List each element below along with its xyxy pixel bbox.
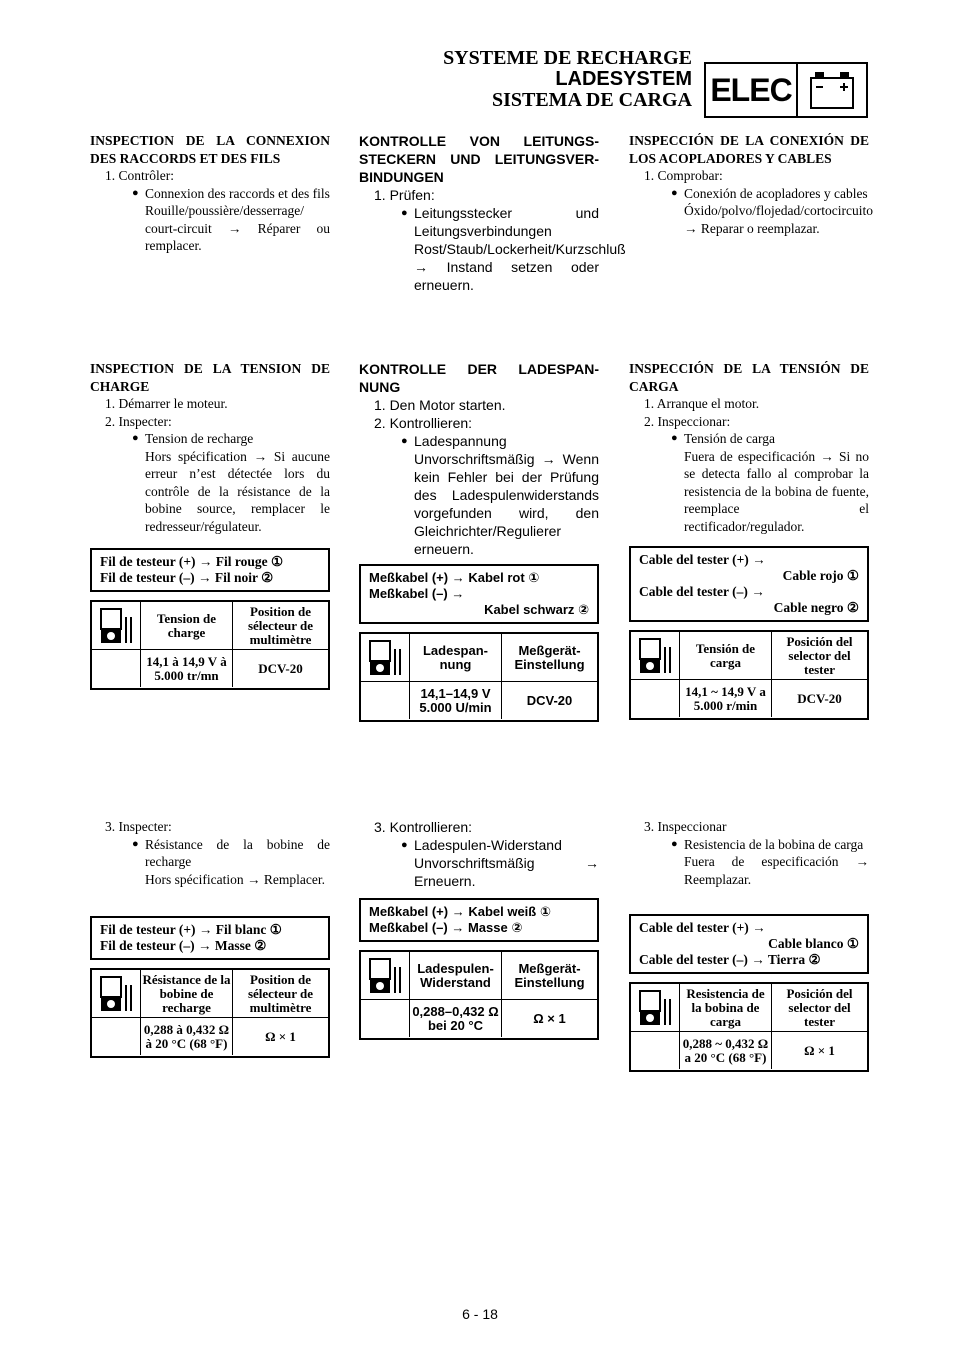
es-s3-tester-box [629,914,869,974]
es-s3-td-value: 0,288 ~ 0,432 Ω a 20 °C (68 °F) [680,1032,772,1069]
es-s3-th-value: Resistencia de la bobina de carga [680,984,772,1031]
de-s3-th-selector: Meßgerät-Einstellung [514,960,585,990]
fr-s2-spec-table [90,600,330,690]
fr-s1-detail: Rouille/poussière/desserrage/ court-circuit → Réparer ou remplacer. [145,203,330,253]
battery-icon [798,64,866,116]
es-s3-detail: Fuera de especificación → Reemplazar. [684,854,869,887]
bullet-icon: ● [132,186,139,199]
es-s2-td-value: 14,1 ~ 14,9 V a 5.000 r/min [680,680,772,717]
fr-s3-bullet: ● Résistance de la bobine de recharge [132,836,330,869]
es-section-resistencia [629,818,869,888]
es-s2-td-selector: DCV-20 [797,690,842,706]
bullet-icon: ● [132,432,139,444]
es-s3-lead-plus: Cable del tester (+) → [639,920,766,935]
multimeter-icon [361,634,410,681]
es-s3-th-selector: Posición del selector del tester [786,985,853,1029]
fr-s2-step2: 2. Inspecter: [105,413,172,429]
de-s2-td-selector: DCV-20 [526,692,573,708]
bullet-icon: ● [401,207,408,219]
fr-s3-lead-plus: Fil de testeur (+) → Fil blanc ① [100,922,282,937]
de-s3-bullet: ● Ladespulen-Widerstand [401,837,562,853]
fr-s3-spec-table [90,968,330,1058]
bullet-icon: ● [401,435,408,447]
de-section-widerstand [359,818,599,890]
de-s3-lead-minus: Meßkabel (–) → Masse ② [369,920,523,935]
de-s2-bullet: ● Ladespannung [401,433,507,449]
header-line-es: SISTEMA DE CARGA [491,89,692,111]
de-s2-lead-minus: Meßkabel (–) → [369,586,465,601]
es-s3-td-selector: Ω × 1 [804,1042,835,1058]
es-s3-spec-table [629,982,869,1072]
es-s2-spec-table [629,630,869,720]
fr-s3-td-value: 0,288 à 0,432 Ω à 20 °C (68 °F) [141,1018,233,1055]
fr-s3-tester-box [90,916,330,960]
de-s2-lead-minus-color: Kabel schwarz ② [484,602,589,617]
es-s2-title: INSPECCIÓN DE LA TENSIÓN DE CARGA [629,361,869,394]
es-s1-detail: Óxido/polvo/flojedad/cortocircuito → Reparar o reemplazar. [684,203,873,236]
es-s2-lead-plus-color: Cable rojo ① [782,568,859,583]
bullet-icon: ● [671,432,678,444]
bullet-icon: ● [401,839,408,851]
de-s3-td-selector: Ω × 1 [533,1010,566,1026]
multimeter-icon [631,632,680,679]
de-s2-step1: 1. Den Motor starten. [374,397,506,413]
fr-s2-detail: Hors spécification → Si aucune erreur n’est détectée lors du contrôle de la résistance de la bobine source, remplacer le redresseur/régulateur. [145,448,330,534]
elec-label: ELEC [706,64,798,116]
fr-s2-title: INSPECTION DE LA TENSION DE CHARGE [90,361,330,394]
multimeter-icon [92,602,141,649]
de-s3-detail: Unvorschriftsmäßig → Erneuern. [414,855,599,889]
de-s2-lead-plus: Meßkabel (+) → Kabel rot ① [369,570,540,585]
de-s3-spec-table [359,950,599,1040]
es-s1-bullet: ● Conexión de acopladores y cables [671,185,868,201]
elec-badge [704,62,868,118]
de-s3-td-value: 0,288–0,432 Ω bei 20 °C [410,1000,502,1037]
fr-s3-detail: Hors spécification → Remplacer. [145,871,325,887]
es-s1-step1: 1. Comprobar: [644,168,723,183]
fr-s2-step1: 1. Démarrer le moteur. [105,396,228,411]
multimeter-icon [631,984,680,1031]
es-s2-th-selector: Posición del selector del tester [786,633,853,677]
fr-s1-step1: 1. Contrôler: [105,168,174,183]
es-s2-detail: Fuera de especificación → Si no se detecta fallo al comprobar la resistencia de la bobina de fuente, reemplace el rectificador/regulador. [684,448,869,534]
es-s2-th-value: Tensión de carga [680,632,772,679]
de-s2-tester-box [359,564,599,624]
de-s1-step1: 1. Prüfen: [374,187,435,203]
section-header [443,48,692,111]
fr-s3-th-selector: Position de sélecteur de multimètre [247,971,314,1015]
de-section-stecker [359,132,626,294]
es-s2-lead-minus-color: Cable negro ② [773,600,859,615]
de-s2-th-value: Ladespan-nung [410,634,502,681]
es-s1-title: INSPECCIÓN DE LA CONEXIÓN DE LOS ACOPLADORES Y CABLES [629,133,869,166]
de-s3-tester-box [359,898,599,942]
de-s2-title: KONTROLLE DER LADESPAN-NUNG [359,361,599,395]
de-s3-lead-plus: Meßkabel (+) → Kabel weiß ① [369,904,551,919]
de-s3-th-value: Ladespulen-Widerstand [410,952,502,999]
fr-s3-lead-minus: Fil de testeur (–) → Masse ② [100,938,267,953]
header-line-de: LADESYSTEM [555,68,692,90]
bullet-icon: ● [132,837,139,850]
es-s2-bullet: ● Tensión de carga [671,431,776,446]
es-s2-lead-minus: Cable del tester (–) → [639,584,765,599]
fr-s2-bullet: ● Tension de recharge [132,431,254,446]
fr-s2-td-value: 14,1 à 14,9 V à 5.000 tr/mn [141,650,233,687]
de-s2-th-selector: Meßgerät-Einstellung [514,642,585,672]
de-s2-td-value: 14,1–14,9 V 5.000 U/min [410,682,502,719]
de-section-ladespannung [359,360,599,558]
es-s2-lead-plus: Cable del tester (+) → [639,552,766,567]
fr-section-connexion [90,132,330,255]
es-s3-step3: 3. Inspeccionar [644,819,727,834]
fr-s3-td-selector: Ω × 1 [265,1028,296,1044]
de-s3-step3: 3. Kontrollieren: [374,819,473,835]
es-s2-tester-box [629,546,869,622]
fr-section-tension [90,360,330,535]
fr-s2-tester-box [90,548,330,592]
es-section-tension [629,360,869,535]
de-s1-bullet: ● Leitungsstecker und Leitungsverbindungen [401,205,599,239]
bullet-icon: ● [671,186,678,199]
fr-s2-lead-plus: Fil de testeur (+) → Fil rouge ① [100,554,284,569]
fr-s1-title: INSPECTION DE LA CONNEXION DES RACCORDS ET DES FILS [90,133,330,166]
fr-s2-th-selector: Position de sélecteur de multimètre [247,603,314,647]
fr-section-resistance [90,818,330,888]
fr-s3-th-value: Résistance de la bobine de recharge [141,970,233,1017]
bullet-icon: ● [671,837,678,850]
de-s1-detail: Rost/Staub/Lockerheit/Kurzschluß → Instand setzen oder erneuern. [414,241,626,293]
es-s2-step2: 2. Inspeccionar: [644,413,731,429]
fr-s2-th-value: Tension de charge [141,602,233,649]
page-number: 6 - 18 [462,1306,498,1322]
es-s3-lead-minus: Cable del tester (–) → Tierra ② [639,952,821,967]
es-s3-bullet: ● Resistencia de la bobina de carga [671,836,864,852]
de-s2-step2: 2. Kontrollieren: [374,415,473,431]
fr-s2-lead-minus: Fil de testeur (–) → Fil noir ② [100,570,274,585]
fr-s1-bullet: ● Connexion des raccords et des fils [132,185,330,201]
de-s2-spec-table [359,632,599,722]
de-s2-detail: Unvorschriftsmäßig → Wenn kein Fehler bei der Prüfung des Ladespulenwiderstands vorgefunden wird, den Gleichrichter/Regulierer erneuern. [414,451,599,557]
multimeter-icon [92,970,141,1017]
es-s3-lead-plus-color: Cable blanco ① [768,936,859,951]
fr-s3-step3: 3. Inspecter: [105,819,172,834]
es-section-conexion [629,132,873,237]
es-s2-step1: 1. Arranque el motor. [644,396,760,411]
header-line-fr: SYSTEME DE RECHARGE [443,47,692,69]
de-s1-title: KONTROLLE VON LEITUNGS-STECKERN UND LEITUNGSVER-BINDUNGEN [359,133,599,185]
fr-s2-td-selector: DCV-20 [258,660,303,676]
multimeter-icon [361,952,410,999]
